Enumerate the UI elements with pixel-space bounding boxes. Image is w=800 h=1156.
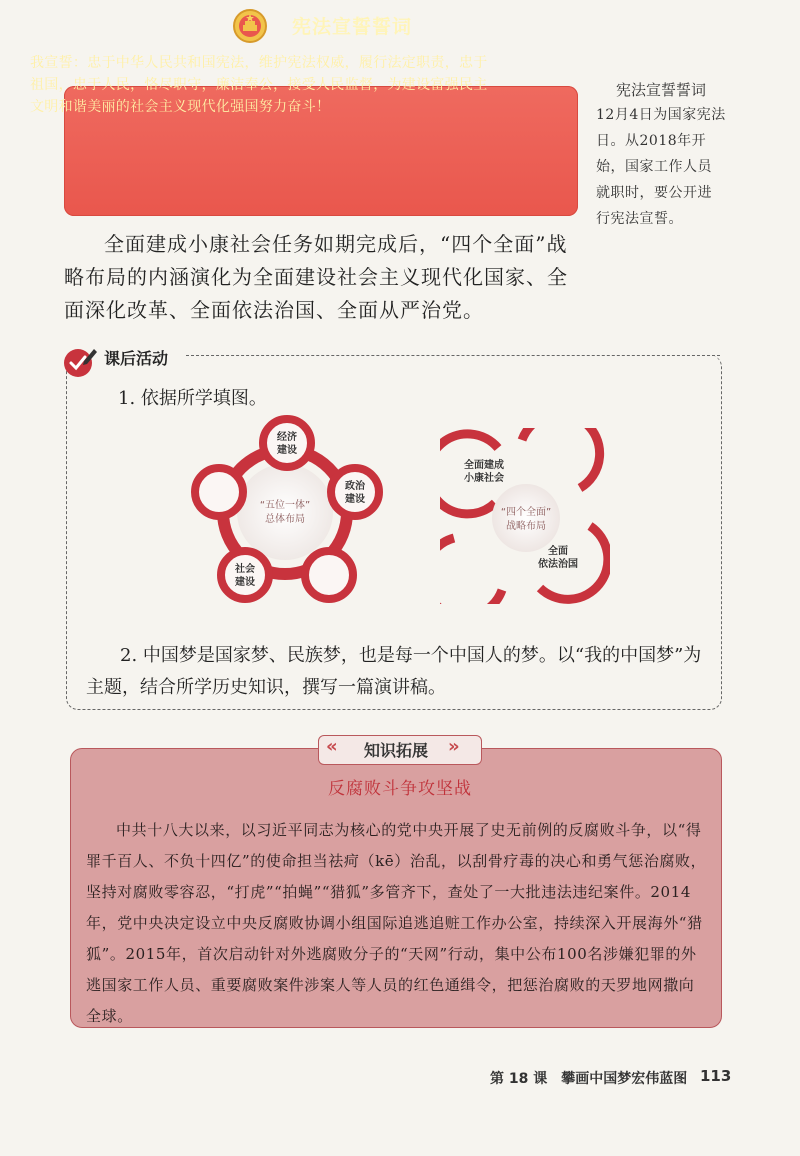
node-right	[331, 468, 379, 516]
national-emblem-icon	[232, 8, 268, 44]
question-2: 2. 中国梦是国家梦、民族梦，也是每一个中国人的梦。以“我的中国梦”为主题，结合所学历史知识，撰写一篇演讲稿。	[86, 645, 702, 698]
node-bottom-right	[305, 551, 353, 599]
page-number: 113	[700, 1067, 732, 1085]
node-top-label-1: 经济	[277, 432, 297, 443]
node-bottom-left-label-1: 社会	[235, 564, 255, 575]
knowledge-title: 反腐败斗争攻坚战	[328, 779, 472, 799]
ring-bottom-left	[440, 538, 502, 604]
node-left	[195, 468, 243, 516]
knowledge-text: 中共十八大以来，以习近平同志为核心的党中央开展了史无前例的反腐败斗争，以“得罪千百人、不负十四亿”的使命担当祛疴（kē）治乱，以刮骨疗毒的决心和勇气惩治腐败，坚持对腐败零容忍，“打虎”“拍蝇”“猎狐”多管齐下，查处了一大批违法违纪案件。2014年，党中央决定设立中央反腐败协调小组国际追逃追赃工作办公室，持续深入开展海外“猎狐”。2015年，首次启动针对外逃腐败分子的“天网”行动，集中公布100名涉嫌犯罪的外逃国家工作人员、重要腐败案件涉案人等人员的红色通缉令，把惩治腐败的天罗地网撒向全球。	[86, 821, 707, 1025]
oath-text: 我宣誓：忠于中华人民共和国宪法，维护宪法权威，履行法定职责，忠于祖国，忠于人民，恪尽职守，廉洁奉公，接受人民监督，为建设富强民主文明和谐美丽的社会主义现代化强国努力奋斗！	[30, 55, 488, 115]
side-note-title: 宪法宣誓誓词	[616, 81, 707, 99]
center-label-1: “五位一体”	[259, 500, 311, 511]
node-bottom-left-label-2: 建设	[235, 577, 255, 588]
center-label-2: 战略布局	[506, 521, 546, 532]
knowledge-tab-label: 知识拓展	[364, 741, 429, 760]
footer-lesson-title: 第 18 课 攀画中国梦宏伟蓝图	[490, 1071, 688, 1087]
node-bottom-left	[221, 551, 269, 599]
node-right-label-2: 建设	[345, 494, 365, 505]
label-bottom-right-1: 全面	[548, 546, 568, 557]
activity-divider	[186, 355, 720, 356]
node-top	[263, 419, 311, 467]
side-note-text: 12月4日为国家宪法日。从2018年开始，国家工作人员就职时，要公开进行宪法宣誓。	[596, 107, 726, 227]
label-top-left-2: 小康社会	[464, 473, 504, 484]
double-chevron-right-icon: »	[448, 736, 460, 757]
question-1: 1. 依据所学填图。	[118, 388, 267, 409]
pencil-check-icon	[62, 343, 98, 379]
node-right-label-1: 政治	[345, 481, 365, 492]
node-top-label-2: 建设	[277, 445, 297, 456]
center-label-1: “四个全面”	[500, 507, 552, 518]
ring-top-right	[522, 428, 600, 488]
activity-title: 课后活动	[104, 346, 172, 369]
double-chevron-left-icon: «	[326, 736, 338, 757]
oath-title: 宪法宣誓誓词	[292, 16, 413, 38]
five-in-one-diagram	[185, 410, 385, 610]
center-label-2: 总体布局	[265, 514, 305, 525]
four-comprehensives-diagram	[440, 428, 610, 604]
main-paragraph: 全面建成小康社会任务如期完成后，“四个全面”战略布局的内涵演化为全面建设社会主义现代化国家、全面深化改革、全面依法治国、全面从严治党。	[64, 232, 568, 322]
center-disc	[237, 464, 333, 560]
label-top-left-1: 全面建成	[464, 460, 504, 471]
label-bottom-right-2: 依法治国	[538, 559, 578, 570]
center-disc	[492, 484, 560, 552]
